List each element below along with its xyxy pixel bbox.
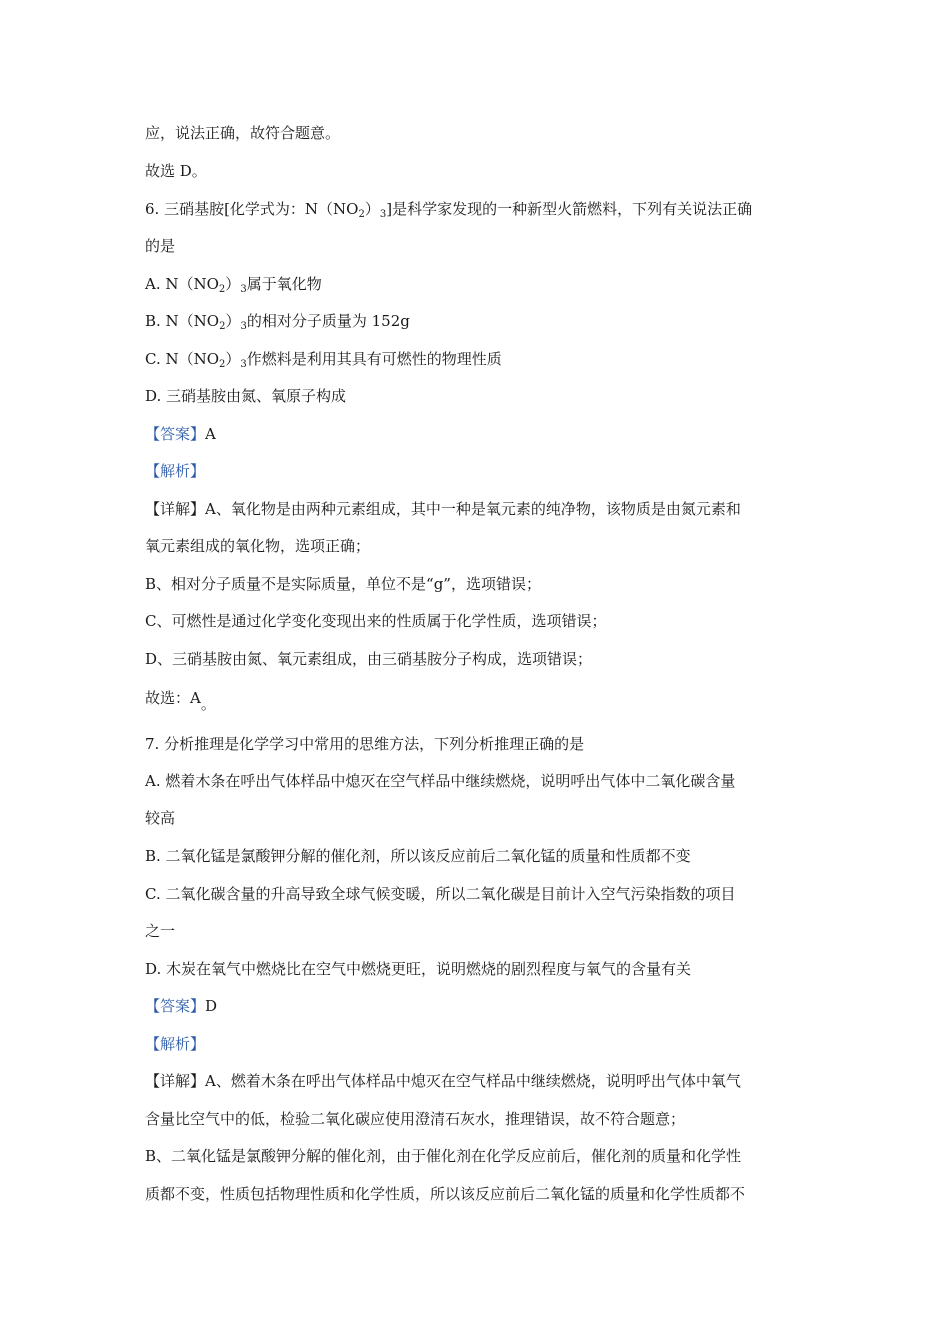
- q7-detail-a-line1: 【详解】A、燃着木条在呼出气体样品中熄灭在空气样品中继续燃烧，说明呼出气体中氧气: [145, 1072, 741, 1090]
- q6-stem-line1: 6. 三硝基胺[化学式为：$N(NO_2)_3$]是科学家发现的一种新型火箭燃料，下列有关说法正确: [145, 200, 753, 220]
- q6-answer: [145, 424, 815, 444]
- detail-tag: 【详解】: [145, 1072, 206, 1090]
- q6-option-b: B. $N(NO_2)_3$的相对分子质量为 152g: [145, 312, 410, 332]
- answer-tag: 【答案】: [145, 997, 206, 1015]
- answer-tag: 【答案】: [145, 425, 206, 443]
- q7-stem: 7. 分析推理是化学学习中常用的思维方法，下列分析推理正确的是: [145, 735, 585, 753]
- analysis-tag: 【解析】: [145, 1035, 206, 1053]
- prev-explanation-tail: 应，说法正确，故符合题意。: [145, 124, 341, 142]
- q7-detail-b-line1: B、二氧化锰是氯酸钾分解的催化剂，由于催化剂在化学反应前后，催化剂的质量和化学性: [145, 1147, 742, 1165]
- q6-analysis-heading: [145, 461, 815, 481]
- q6-detail-c: C、可燃性是通过化学变化变现出来的性质属于化学性质，选项错误；: [145, 612, 607, 630]
- detail-tag: 【详解】: [145, 500, 206, 518]
- q7-option-d: D. 木炭在氧气中燃烧比在空气中燃烧更旺，说明燃烧的剧烈程度与氧气的含量有关: [145, 960, 692, 978]
- q6-option-a: A. $N(NO_2)_3$属于氧化物: [145, 275, 322, 295]
- q7-option-b: B. 二氧化锰是氯酸钾分解的催化剂，所以该反应前后二氧化锰的质量和性质都不变: [145, 847, 691, 865]
- q7-analysis-heading: [145, 1034, 815, 1054]
- analysis-tag: 【解析】: [145, 462, 206, 480]
- answer-value: A: [205, 425, 216, 443]
- q6-detail-b: B、相对分子质量不是实际质量，单位不是“g”，选项错误；: [145, 575, 541, 593]
- q6-detail-d: D、三硝基胺由氮、氧元素组成，由三硝基胺分子构成，选项错误；: [145, 650, 593, 668]
- q7-option-c-line1: C. 二氧化碳含量的升高导致全球气候变暖，所以二氧化碳是目前计入空气污染指数的项目: [145, 885, 736, 903]
- q7-option-c-line2: 之一: [145, 922, 176, 940]
- q6-option-c: C. $N(NO_2)_3$作燃料是利用其具有可燃性的物理性质: [145, 350, 502, 370]
- answer-value: D: [205, 997, 218, 1015]
- q7-option-a-line1: A. 燃着木条在呼出气体样品中熄灭在空气样品中继续燃烧，说明呼出气体中二氧化碳含量: [145, 772, 736, 790]
- q6-option-d: D. 三硝基胺由氮、氧原子构成: [145, 387, 347, 405]
- q6-choose: 故选：A。: [145, 689, 216, 713]
- q7-option-a-line2: 较高: [145, 809, 176, 827]
- prev-answer-choice: 故选 D。: [145, 162, 207, 180]
- q7-detail-b-line2: 质都不变，性质包括物理性质和化学性质，所以该反应前后二氧化锰的质量和化学性质都不: [145, 1185, 746, 1203]
- q7-detail-a-line2: 含量比空气中的低，检验二氧化碳应使用澄清石灰水，推理错误，故不符合题意；: [145, 1110, 686, 1128]
- q7-answer: [145, 996, 815, 1016]
- q6-detail-line1: 【详解】A、氧化物是由两种元素组成，其中一种是氧元素的纯净物，该物质是由氮元素和: [145, 500, 741, 518]
- q6-detail-line2: 氧元素组成的氧化物，选项正确；: [145, 537, 371, 555]
- q6-stem-line2: 的是: [145, 237, 176, 255]
